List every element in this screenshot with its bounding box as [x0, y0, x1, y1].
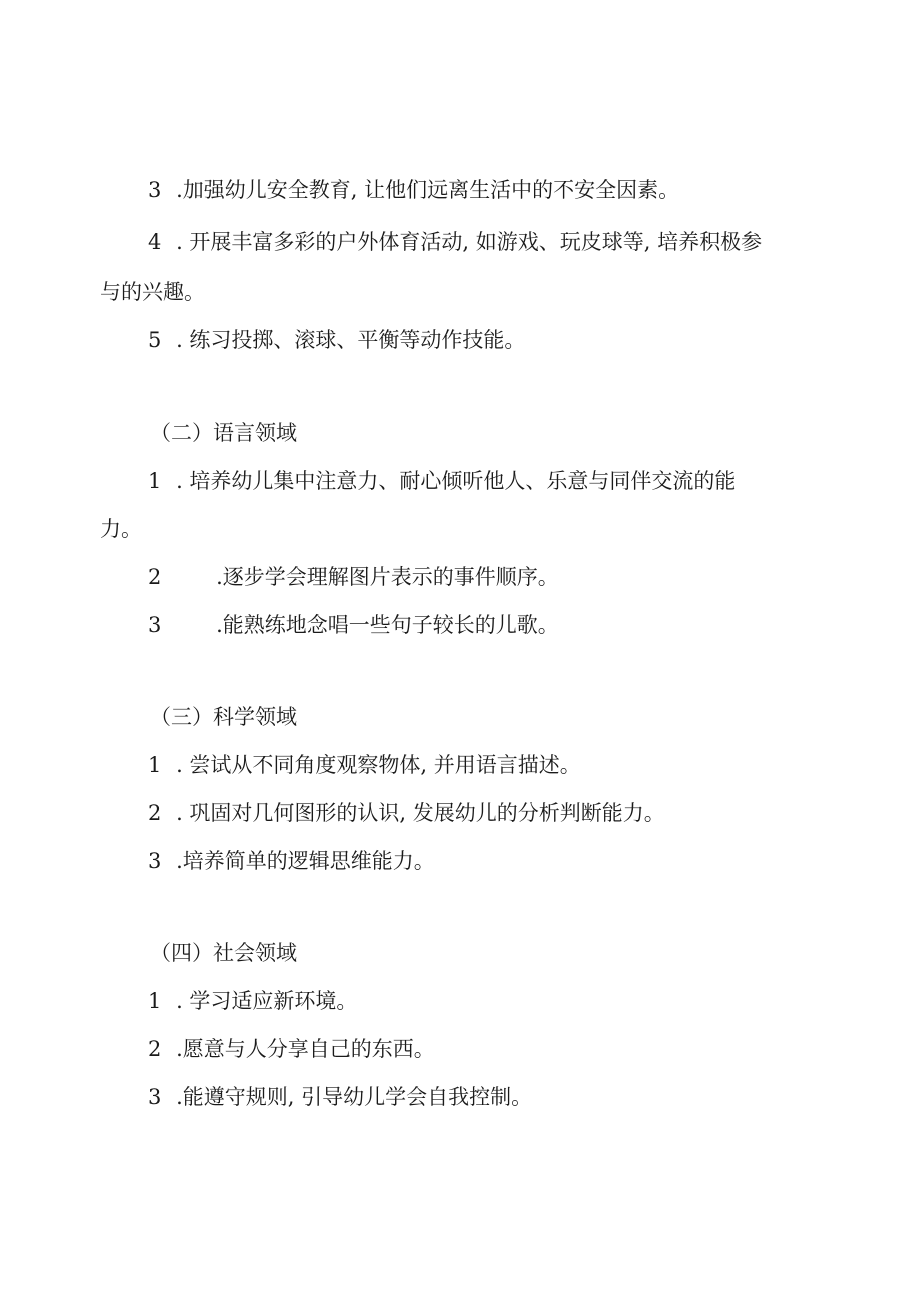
item-number: 3: [148, 178, 162, 202]
item-text: . 学习适应新环境。: [176, 989, 358, 1013]
item-text: 力。: [100, 517, 142, 541]
list-item: [148, 325, 525, 355]
list-item: [148, 750, 581, 780]
item-text: .能遵守规则, 引导幼儿学会自我控制。: [176, 1085, 533, 1109]
item-text: . 培养幼儿集中注意力、耐心倾听他人、乐意与同伴交流的能: [176, 469, 736, 493]
item-number: 2: [148, 1037, 162, 1061]
item-number: 3: [148, 1085, 162, 1109]
item-number: 2: [148, 801, 162, 825]
list-item: [148, 1034, 435, 1064]
item-text: .培养简单的逻辑思维能力。: [176, 849, 435, 873]
item-text: .加强幼儿安全教育, 让他们远离生活中的不安全因素。: [176, 178, 680, 202]
list-item: [148, 798, 665, 828]
item-number: 4: [148, 230, 162, 254]
item-number: 3: [148, 849, 162, 873]
item-text: . 开展丰富多彩的户外体育活动, 如游戏、玩皮球等, 培养积极参: [176, 230, 763, 254]
item-number: 2: [148, 565, 162, 589]
list-item: [148, 846, 435, 876]
item-text: 与的兴趣。: [100, 280, 205, 304]
item-text: . 巩固对几何图形的认识, 发展幼儿的分析判断能力。: [176, 801, 665, 825]
item-text: . 尝试从不同角度观察物体, 并用语言描述。: [176, 753, 581, 777]
section-heading-text: （二）语言领域: [150, 421, 297, 445]
item-number: 1: [148, 989, 162, 1013]
section-heading-text: （三）科学领域: [150, 705, 297, 729]
list-item: [148, 1082, 532, 1112]
section-heading: [150, 938, 297, 968]
item-number: 1: [148, 753, 162, 777]
item-number: 3: [148, 613, 162, 637]
section-heading-text: （四）社会领域: [150, 941, 297, 965]
list-item: [148, 610, 559, 640]
item-text: .逐步学会理解图片表示的事件顺序。: [216, 565, 559, 589]
section-heading: [150, 418, 297, 448]
list-item-continuation: [100, 514, 142, 544]
list-item: [148, 227, 762, 257]
list-item: [148, 175, 679, 205]
list-item: [148, 562, 559, 592]
item-number: 1: [148, 469, 162, 493]
section-heading: [150, 702, 297, 732]
list-item: [148, 466, 735, 496]
list-item-continuation: [100, 277, 205, 307]
item-number: 5: [148, 328, 162, 352]
item-text: .愿意与人分享自己的东西。: [176, 1037, 435, 1061]
item-text: . 练习投掷、滚球、平衡等动作技能。: [176, 328, 526, 352]
item-text: .能熟练地念唱一些句子较长的儿歌。: [216, 613, 559, 637]
list-item: [148, 986, 357, 1016]
